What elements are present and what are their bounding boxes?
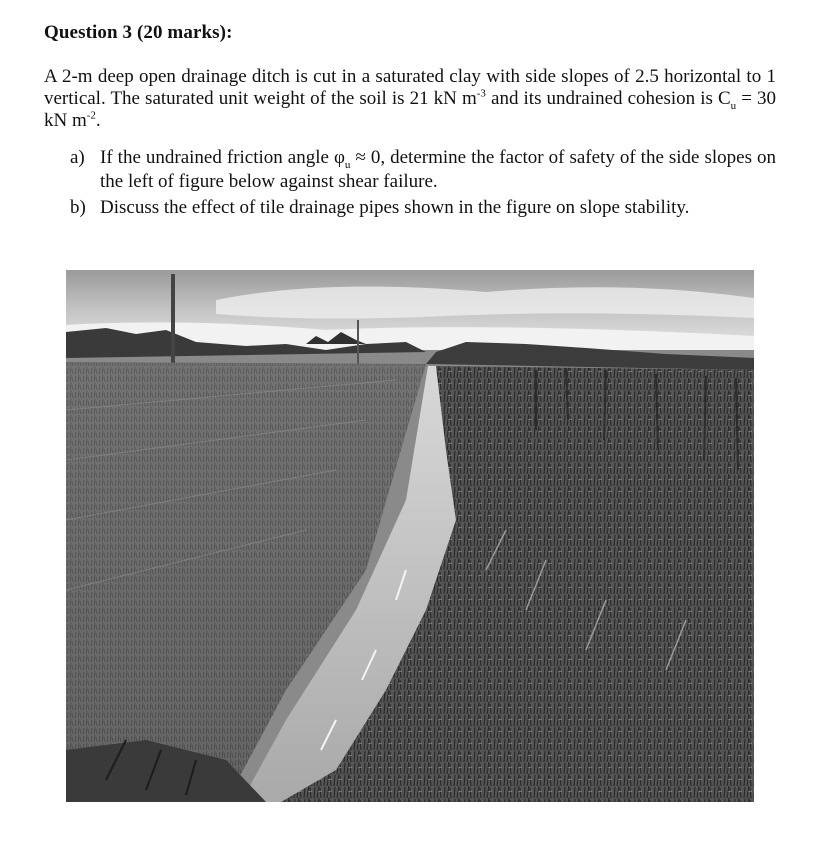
part-b-label: b) bbox=[70, 197, 86, 218]
drainage-ditch-photo bbox=[66, 270, 754, 802]
part-b bbox=[70, 196, 776, 220]
part-a-label: a) bbox=[70, 147, 85, 168]
part-a bbox=[70, 146, 776, 194]
question-intro: A 2-m deep open drainage ditch is cut in a saturated clay with side slopes of 2.5 horizontal to 1 vertical. The saturated unit weight of the soil is 21 kN $m^{-3}$ and its undrained cohesion is $C_u = 30$ kN $m^{-2}$. bbox=[44, 66, 777, 131]
part-b-text: Discuss the effect of tile drainage pipes shown in the figure on slope stability. bbox=[100, 197, 690, 218]
question-title: Question 3 (20 marks): bbox=[44, 22, 233, 43]
part-a-text: If the undrained friction angle $\varphi_u \approx 0$, determine the factor of safety of the side slopes on the left of figure below against shear failure. bbox=[100, 147, 777, 192]
